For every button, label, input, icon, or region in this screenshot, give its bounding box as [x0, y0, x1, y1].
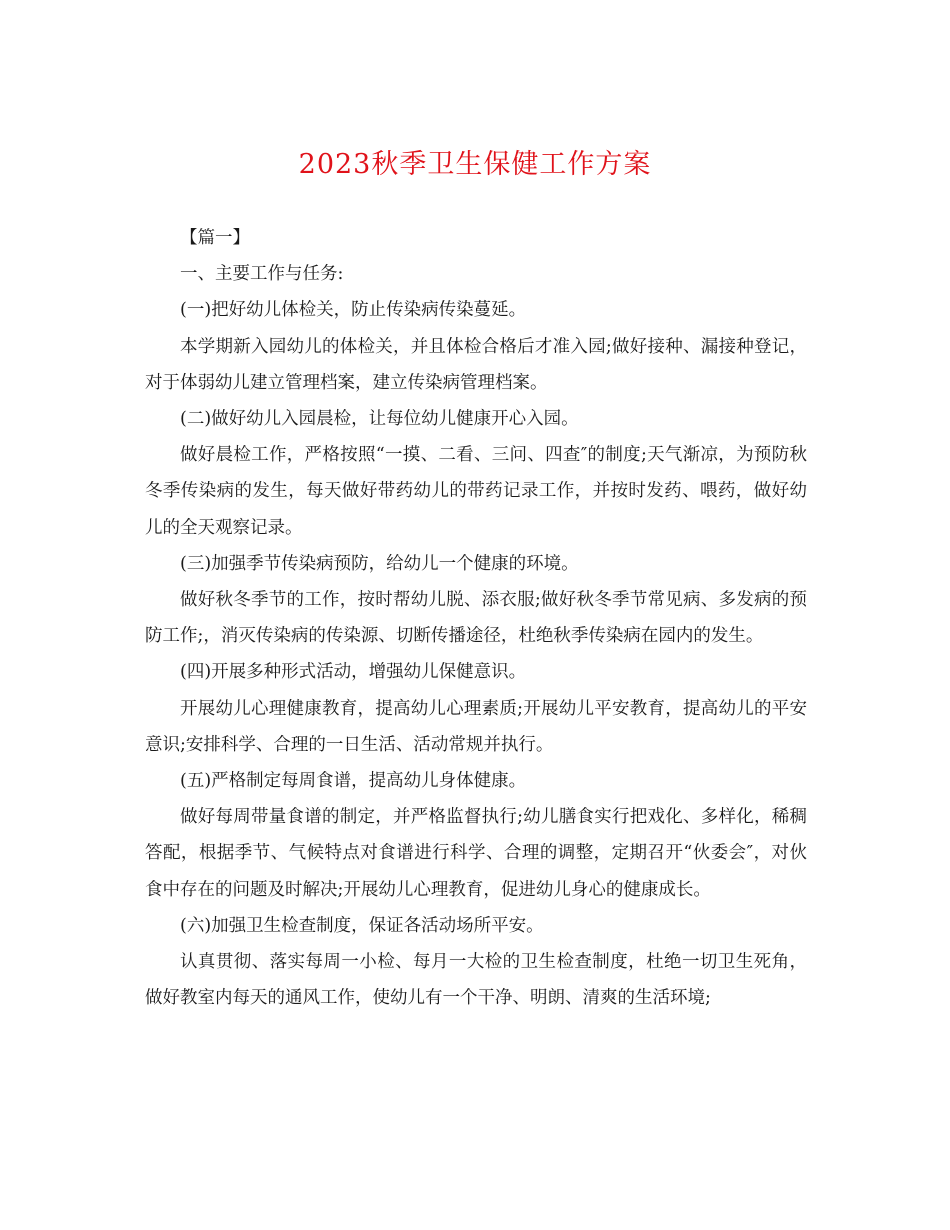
main-tasks-heading: 一、主要工作与任务:	[180, 264, 344, 285]
document-title: 2023秋季卫生保健工作方案	[298, 149, 652, 180]
subheading-1: (一)把好幼儿体检关，防止传染病传染蔓延。	[180, 300, 527, 321]
subheading-5: (五)严格制定每周食谱，提高幼儿身体健康。	[180, 771, 527, 792]
section-heading: 【篇一】	[180, 228, 250, 248]
paragraph-6: 认真贯彻、落实每周一小检、每月一大检的卫生检查制度，杜绝一切卫生死角，做好教室内每天的通风工作，使幼儿有一个干净、明朗、清爽的生活环境;	[145, 952, 807, 1009]
subheading-6: (六)加强卫生检查制度，保证各活动场所平安。	[180, 915, 544, 936]
paragraph-4: 开展幼儿心理健康教育，提高幼儿心理素质;开展幼儿平安教育，提高幼儿的平安意识;安排科学、合理的一日生活、活动常规并执行。	[145, 698, 807, 755]
paragraph-2: 做好晨检工作，严格按照“一摸、二看、三问、四查″的制度;天气渐凉，为预防秋冬季传染病的发生，每天做好带药幼儿的带药记录工作，并按时发药、喂药，做好幼儿的全天观察记录。	[145, 445, 807, 538]
document-body	[145, 220, 807, 1016]
paragraph-5: 做好每周带量食谱的制定，并严格监督执行;幼儿膳食实行把戏化、多样化，稀稠答配，根据季节、气候特点对食谱进行科学、合理的调整，定期召开“伙委会″，对伙食中存在的问题及时解决;开展幼儿心理教育，促进幼儿身心的健康成长。	[145, 807, 807, 900]
paragraph-3: 做好秋冬季节的工作，按时帮幼儿脱、添衣服;做好秋冬季节常见病、多发病的预防工作;，消灭传染病的传染源、切断传播途径，杜绝秋季传染病在园内的发生。	[145, 590, 807, 647]
subheading-4: (四)开展多种形式活动，增强幼儿保健意识。	[180, 662, 527, 683]
subheading-2: (二)做好幼儿入园晨检，让每位幼儿健康开心入园。	[180, 409, 579, 430]
paragraph-1: 本学期新入园幼儿的体检关，并且体检合格后才准入园;做好接种、漏接种登记，对于体弱幼儿建立管理档案，建立传染病管理档案。	[145, 336, 807, 393]
subheading-3: (三)加强季节传染病预防，给幼儿一个健康的环境。	[180, 553, 579, 574]
